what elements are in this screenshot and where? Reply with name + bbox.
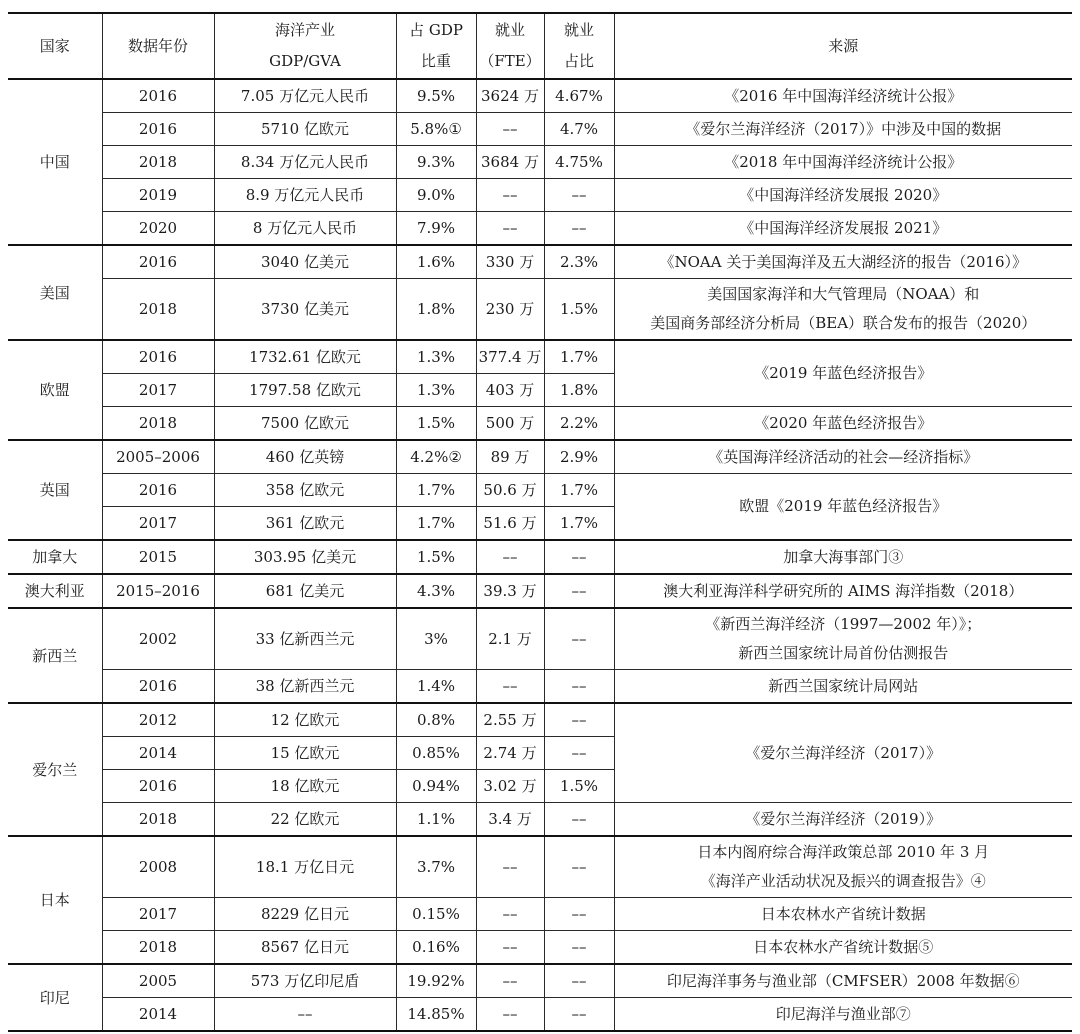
year-cell: 2020	[102, 212, 214, 246]
employment-cell: 330 万	[476, 245, 544, 279]
source-cell	[614, 279, 1072, 341]
year-cell: 2017	[102, 507, 214, 541]
source-line: 印尼海洋与渔业部⑦	[775, 1004, 911, 1023]
employment-share-cell: 1.5%	[544, 279, 614, 341]
column-header-line: 就业	[563, 21, 594, 39]
gdp-share-cell: 7.9%	[396, 212, 476, 246]
year-cell: 2018	[102, 407, 214, 441]
year-cell: 2016	[102, 770, 214, 803]
table-row	[8, 670, 1072, 704]
source-line: 新西兰国家统计局网站	[768, 676, 919, 695]
column-header	[8, 13, 102, 79]
table-row	[8, 803, 1072, 837]
year-cell: 2014	[102, 998, 214, 1032]
column-header	[102, 13, 214, 79]
column-header-line: GDP/GVA	[269, 52, 341, 70]
gva-cell: 1797.58 亿欧元	[214, 374, 396, 407]
year-cell: 2017	[102, 374, 214, 407]
document-page	[8, 12, 1072, 1032]
column-header-line: 就业	[494, 21, 525, 39]
source-cell	[614, 146, 1072, 179]
employment-cell: ––	[476, 998, 544, 1032]
gva-cell: 38 亿新西兰元	[214, 670, 396, 704]
country-cell: 美国	[8, 245, 102, 340]
year-cell: 2018	[102, 146, 214, 179]
employment-share-cell: ––	[544, 898, 614, 931]
gdp-share-cell: 3%	[396, 608, 476, 670]
employment-cell: ––	[476, 670, 544, 704]
employment-share-cell: ––	[544, 964, 614, 998]
employment-cell: 50.6 万	[476, 474, 544, 507]
employment-share-cell: ––	[544, 703, 614, 737]
gdp-share-cell: 1.4%	[396, 670, 476, 704]
source-line: 《2018 年中国海洋经济统计公报》	[724, 152, 963, 171]
source-line: 澳大利亚海洋科学研究所的 AIMS 海洋指数（2018）	[663, 581, 1024, 600]
employment-share-cell: ––	[544, 670, 614, 704]
source-line: 日本内阁府综合海洋政策总部 2010 年 3 月	[697, 843, 990, 861]
employment-cell: ––	[476, 898, 544, 931]
gdp-share-cell: 0.16%	[396, 931, 476, 965]
gva-cell: 681 亿美元	[214, 574, 396, 608]
employment-cell: 3684 万	[476, 146, 544, 179]
employment-share-cell: 1.7%	[544, 507, 614, 541]
gva-cell: 8.9 万亿元人民币	[214, 179, 396, 212]
source-line: 《中国海洋经济发展报 2020》	[739, 185, 948, 204]
column-header-line: （FTE）	[479, 52, 541, 70]
table-row	[8, 574, 1072, 608]
employment-cell: 403 万	[476, 374, 544, 407]
column-header	[214, 13, 396, 79]
source-cell	[614, 474, 1072, 541]
year-cell: 2019	[102, 179, 214, 212]
source-cell	[614, 540, 1072, 574]
gdp-share-cell: 3.7%	[396, 836, 476, 898]
gdp-share-cell: 19.92%	[396, 964, 476, 998]
gdp-share-cell: 1.5%	[396, 407, 476, 441]
country-cell: 印尼	[8, 964, 102, 1031]
source-cell	[614, 440, 1072, 474]
table-row	[8, 340, 1072, 374]
source-line: 加拿大海事部门③	[783, 547, 904, 566]
column-header-line: 比重	[420, 52, 451, 70]
table-row	[8, 964, 1072, 998]
country-cell: 新西兰	[8, 608, 102, 703]
source-line: 《2020 年蓝色经济报告》	[754, 413, 933, 432]
employment-share-cell: 1.5%	[544, 770, 614, 803]
employment-cell: ––	[476, 212, 544, 246]
source-line: 《2016 年中国海洋经济统计公报》	[724, 86, 963, 105]
column-header-line: 占 GDP	[409, 21, 463, 39]
source-line: 《英国海洋经济活动的社会—经济指标》	[708, 447, 979, 466]
source-line: 日本农林水产省统计数据	[760, 904, 926, 923]
source-cell	[614, 608, 1072, 670]
employment-cell: 3.4 万	[476, 803, 544, 837]
employment-cell: 3.02 万	[476, 770, 544, 803]
year-cell: 2016	[102, 474, 214, 507]
gva-cell: 8567 亿日元	[214, 931, 396, 965]
column-header-line: 来源	[828, 36, 859, 55]
column-header	[476, 13, 544, 79]
employment-share-cell: ––	[544, 608, 614, 670]
gva-cell: 18.1 万亿日元	[214, 836, 396, 898]
table-row	[8, 146, 1072, 179]
gdp-share-cell: 14.85%	[396, 998, 476, 1032]
employment-cell: ––	[476, 113, 544, 146]
source-cell	[614, 803, 1072, 837]
table-row	[8, 113, 1072, 146]
year-cell: 2008	[102, 836, 214, 898]
column-header	[396, 13, 476, 79]
gva-cell: 7500 亿欧元	[214, 407, 396, 441]
gva-cell: 18 亿欧元	[214, 770, 396, 803]
gdp-share-cell: 1.7%	[396, 507, 476, 541]
employment-share-cell: ––	[544, 212, 614, 246]
table-body	[8, 79, 1072, 1031]
gva-cell: 33 亿新西兰元	[214, 608, 396, 670]
gdp-share-cell: 1.5%	[396, 540, 476, 574]
column-header-line: 占比	[563, 52, 594, 70]
gdp-share-cell: 9.0%	[396, 179, 476, 212]
source-cell	[614, 179, 1072, 212]
employment-cell: 51.6 万	[476, 507, 544, 541]
gdp-share-cell: 1.1%	[396, 803, 476, 837]
year-cell: 2015	[102, 540, 214, 574]
gdp-share-cell: 9.3%	[396, 146, 476, 179]
table-row	[8, 836, 1072, 898]
employment-share-cell: ––	[544, 803, 614, 837]
employment-cell: ––	[476, 836, 544, 898]
table-row	[8, 407, 1072, 441]
source-cell	[614, 964, 1072, 998]
source-line: 印尼海洋事务与渔业部（CMFSER）2008 年数据⑥	[666, 971, 1020, 990]
column-header-line: 数据年份	[127, 36, 188, 55]
gdp-share-cell: 0.15%	[396, 898, 476, 931]
employment-cell: ––	[476, 931, 544, 965]
year-cell: 2018	[102, 279, 214, 341]
gva-cell: 460 亿英镑	[214, 440, 396, 474]
gva-cell: 5710 亿欧元	[214, 113, 396, 146]
year-cell: 2016	[102, 79, 214, 113]
column-header	[544, 13, 614, 79]
source-line: 美国国家海洋和大气管理局（NOAA）和	[707, 285, 980, 303]
employment-share-cell: 2.3%	[544, 245, 614, 279]
year-cell: 2016	[102, 245, 214, 279]
employment-cell: ––	[476, 540, 544, 574]
year-cell: 2017	[102, 898, 214, 931]
year-cell: 2016	[102, 670, 214, 704]
column-header-line: 国家	[39, 36, 70, 55]
country-cell: 欧盟	[8, 340, 102, 440]
source-cell	[614, 703, 1072, 803]
gva-cell: 22 亿欧元	[214, 803, 396, 837]
source-line: 《爱尔兰海洋经济（2017）》	[745, 743, 942, 762]
table-row	[8, 608, 1072, 670]
gva-cell: 8.34 万亿元人民币	[214, 146, 396, 179]
employment-cell: 2.55 万	[476, 703, 544, 737]
source-line: 欧盟《2019 年蓝色经济报告》	[739, 497, 948, 515]
employment-cell: 2.74 万	[476, 737, 544, 770]
gdp-share-cell: 1.8%	[396, 279, 476, 341]
source-line: 《2019 年蓝色经济报告》	[754, 364, 933, 382]
country-cell: 加拿大	[8, 540, 102, 574]
table-row	[8, 79, 1072, 113]
gva-cell: 7.05 万亿元人民币	[214, 79, 396, 113]
header-row	[8, 13, 1072, 79]
source-cell	[614, 574, 1072, 608]
gva-cell: 3040 亿美元	[214, 245, 396, 279]
table-row	[8, 179, 1072, 212]
gva-cell: 8 万亿元人民币	[214, 212, 396, 246]
source-cell	[614, 407, 1072, 441]
gdp-share-cell: 0.8%	[396, 703, 476, 737]
employment-share-cell: ––	[544, 179, 614, 212]
source-line: 《新西兰海洋经济（1997—2002 年）》；	[705, 615, 982, 633]
source-cell	[614, 836, 1072, 898]
source-cell	[614, 931, 1072, 965]
employment-cell: 2.1 万	[476, 608, 544, 670]
source-cell	[614, 670, 1072, 704]
table-row	[8, 931, 1072, 965]
employment-cell: ––	[476, 964, 544, 998]
gva-cell: 15 亿欧元	[214, 737, 396, 770]
table-row	[8, 440, 1072, 474]
year-cell: 2012	[102, 703, 214, 737]
employment-share-cell: 1.7%	[544, 474, 614, 507]
source-line: 《中国海洋经济发展报 2021》	[739, 218, 948, 237]
source-line: 《爱尔兰海洋经济（2017）》中涉及中国的数据	[685, 119, 1002, 138]
year-cell: 2005–2006	[102, 440, 214, 474]
gdp-share-cell: 4.3%	[396, 574, 476, 608]
source-cell	[614, 998, 1072, 1032]
year-cell: 2018	[102, 803, 214, 837]
gva-cell: 1732.61 亿欧元	[214, 340, 396, 374]
source-cell	[614, 245, 1072, 279]
employment-share-cell: 4.75%	[544, 146, 614, 179]
gva-cell: 358 亿欧元	[214, 474, 396, 507]
table-row	[8, 703, 1072, 737]
employment-cell: ––	[476, 179, 544, 212]
employment-share-cell: ––	[544, 574, 614, 608]
year-cell: 2016	[102, 340, 214, 374]
gdp-share-cell: 1.3%	[396, 340, 476, 374]
table-row	[8, 212, 1072, 246]
gva-cell: 12 亿欧元	[214, 703, 396, 737]
employment-share-cell: 2.9%	[544, 440, 614, 474]
column-header	[614, 13, 1072, 79]
gdp-share-cell: 0.85%	[396, 737, 476, 770]
gdp-share-cell: 9.5%	[396, 79, 476, 113]
year-cell: 2018	[102, 931, 214, 965]
year-cell: 2002	[102, 608, 214, 670]
year-cell: 2014	[102, 737, 214, 770]
country-cell: 中国	[8, 79, 102, 245]
employment-share-cell: 2.2%	[544, 407, 614, 441]
employment-cell: 230 万	[476, 279, 544, 341]
gdp-share-cell: 1.3%	[396, 374, 476, 407]
employment-cell: 89 万	[476, 440, 544, 474]
employment-share-cell: 4.7%	[544, 113, 614, 146]
gdp-share-cell: 4.2%②	[396, 440, 476, 474]
source-line: 《NOAA 关于美国海洋及五大湖经济的报告（2016）》	[659, 252, 1028, 271]
employment-cell: 39.3 万	[476, 574, 544, 608]
marine-economy-table	[8, 12, 1072, 1032]
gva-cell: 361 亿欧元	[214, 507, 396, 541]
source-line: 美国商务部经济分析局（BEA）联合发布的报告（2020）	[650, 314, 1037, 332]
employment-share-cell: 4.67%	[544, 79, 614, 113]
year-cell: 2005	[102, 964, 214, 998]
employment-share-cell: 1.8%	[544, 374, 614, 407]
country-cell: 英国	[8, 440, 102, 540]
source-cell	[614, 79, 1072, 113]
gva-cell: 8229 亿日元	[214, 898, 396, 931]
country-cell: 澳大利亚	[8, 574, 102, 608]
gdp-share-cell: 5.8%①	[396, 113, 476, 146]
source-line: 《爱尔兰海洋经济（2019）》	[745, 809, 942, 828]
source-line: 《海洋产业活动状况及振兴的调查报告》④	[700, 872, 986, 890]
country-cell: 日本	[8, 836, 102, 964]
gdp-share-cell: 1.7%	[396, 474, 476, 507]
table-row	[8, 898, 1072, 931]
gdp-share-cell: 1.6%	[396, 245, 476, 279]
employment-share-cell: ––	[544, 998, 614, 1032]
employment-share-cell: ––	[544, 540, 614, 574]
employment-share-cell: 1.7%	[544, 340, 614, 374]
employment-cell: 3624 万	[476, 79, 544, 113]
table-row	[8, 998, 1072, 1032]
source-cell	[614, 113, 1072, 146]
gva-cell: 3730 亿美元	[214, 279, 396, 341]
source-line: 日本农林水产省统计数据⑤	[753, 937, 934, 956]
source-cell	[614, 898, 1072, 931]
table-row	[8, 245, 1072, 279]
source-cell	[614, 340, 1072, 407]
table-row	[8, 474, 1072, 507]
gva-cell: 573 万亿印尼盾	[214, 964, 396, 998]
table-row	[8, 279, 1072, 341]
year-cell: 2016	[102, 113, 214, 146]
table-header	[8, 13, 1072, 79]
column-header-line: 海洋产业	[274, 21, 335, 39]
employment-share-cell: ––	[544, 737, 614, 770]
source-line: 新西兰国家统计局首份估测报告	[738, 644, 949, 662]
gva-cell: 303.95 亿美元	[214, 540, 396, 574]
country-cell: 爱尔兰	[8, 703, 102, 836]
employment-share-cell: ––	[544, 931, 614, 965]
employment-cell: 500 万	[476, 407, 544, 441]
year-cell: 2015–2016	[102, 574, 214, 608]
employment-cell: 377.4 万	[476, 340, 544, 374]
gva-cell: ––	[214, 998, 396, 1032]
table-row	[8, 540, 1072, 574]
employment-share-cell: ––	[544, 836, 614, 898]
gdp-share-cell: 0.94%	[396, 770, 476, 803]
source-cell	[614, 212, 1072, 246]
